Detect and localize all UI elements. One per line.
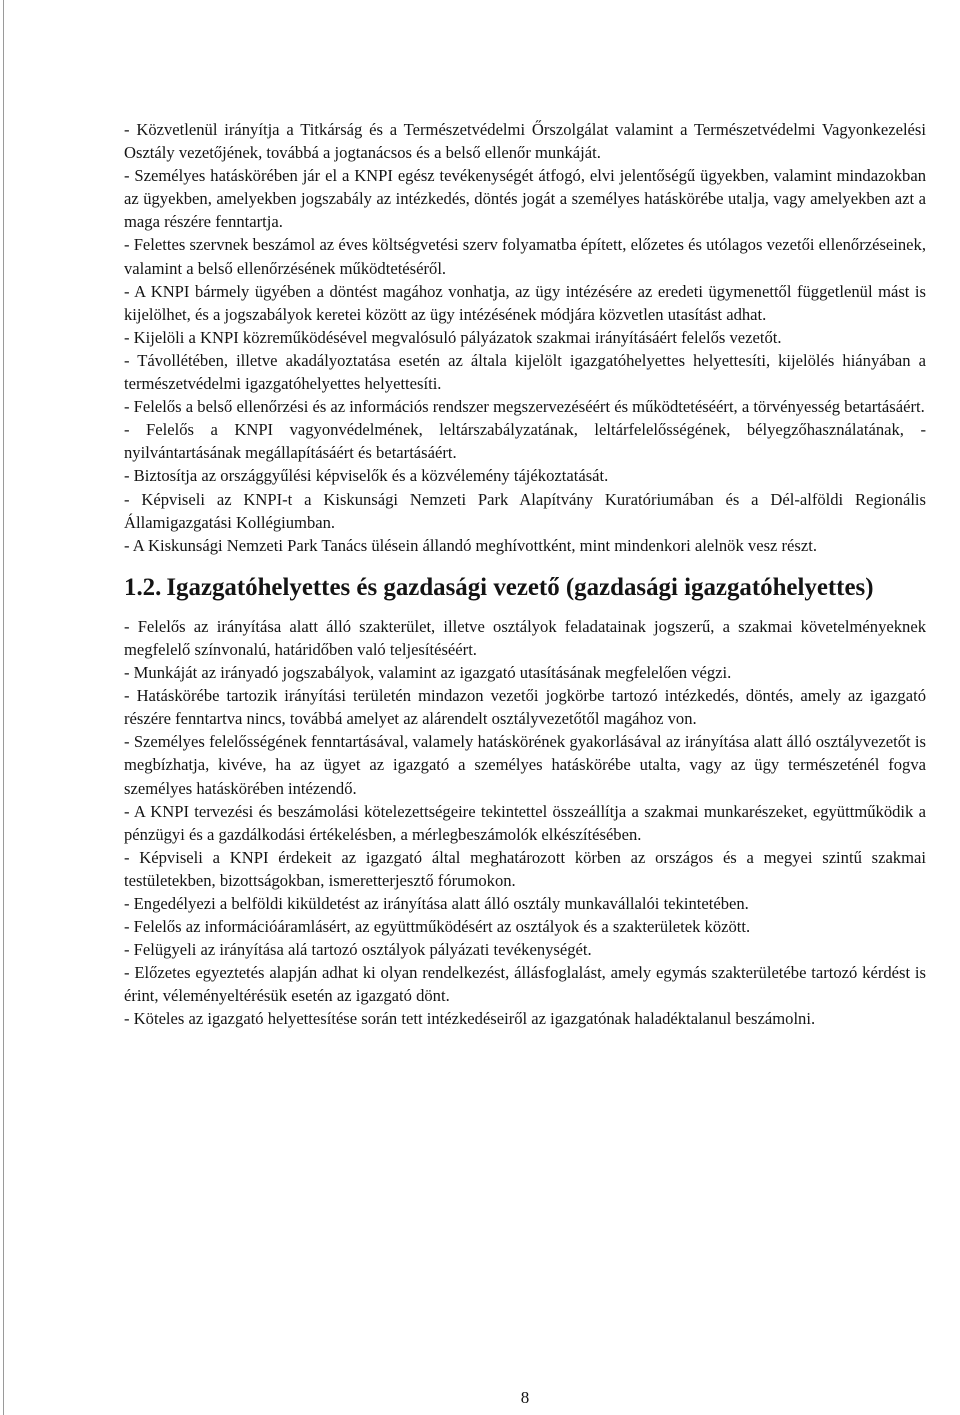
page-edge-line: [3, 0, 4, 1415]
section-heading: [124, 557, 926, 615]
page-number: 8: [520, 1388, 530, 1407]
list-item: - Felelős a belső ellenőrzési és az információs rendszer megszervezéséért és működtetéséért, a törvényesség betartásáért.: [124, 397, 925, 417]
list-item: - A KNPI tervezési és beszámolási kötelezettségeire tekintettel összeállítja a szakmai munkarészeket, együttműködik a pénzügyi és a gazdálkodási értékelésben, a mérlegbeszámolók elkészítésében.: [124, 801, 926, 844]
list-item: - Hatáskörébe tartozik irányítási területén mindazon vezetői jogkörbe tartozó intézkedés, döntés, amely az igazgató részére fenntartva nincs, továbbá amelyet az alárendelt osztályvezetőtől magához von.: [124, 686, 926, 729]
list-item: - Köteles az igazgató helyettesítése során tett intézkedéseiről az igazgatónak haladéktalanul beszámolni.: [124, 1009, 816, 1029]
list-item: - Biztosítja az országgyűlési képviselők és a közvélemény tájékoztatását.: [124, 466, 609, 486]
list-item: - Személyes felelősségének fenntartásával, valamely hatáskörének gyakorlásával az irányítása alatt álló osztályvezetőt is megbízhatja, kivéve, ha az ügyet az igazgató a személyes hatáskörébe utalta, vagy az ügy természeténél fogva személyes hatáskörében intézendő.: [124, 732, 926, 798]
section-1-list: [124, 118, 926, 557]
list-item: - Engedélyezi a belföldi kiküldetést az irányítása alatt álló osztály munkavállalói tekintetében.: [124, 894, 749, 913]
document-body: [124, 118, 926, 1031]
list-item: - Előzetes egyeztetés alapján adhat ki olyan rendelkezést, állásfoglalást, amely egymás szakterületébe tartozó kérdést is érint, véleményeltérésük esetén az igazgató dönt.: [124, 963, 926, 1006]
section-title: Igazgatóhelyettes és gazdasági vezető (gazdasági igazgatóhelyettes): [166, 573, 874, 601]
list-item: - Távollétében, illetve akadályoztatása esetén az általa kijelölt igazgatóhelyettes helyettesíti, kijelölés hiányában a természetvédelmi igazgatóhelyettes helyettesíti.: [124, 350, 926, 394]
list-item: - Felelős az irányítása alatt álló szakterület, illetve osztályok feladatainak jogszerű, a szakmai követelményeknek megfelelő színvonalú, határidőben való teljesítéséért.: [124, 616, 926, 659]
list-item: - Munkáját az irányadó jogszabályok, valamint az igazgató utasításának megfelelően végzi.: [124, 663, 732, 683]
section-number: 1.2.: [124, 573, 162, 601]
list-item: - A Kiskunsági Nemzeti Park Tanács ülésein állandó meghívottként, mint mindenkori alelnök vesz részt.: [124, 535, 818, 555]
list-item: - Képviseli az KNPI-t a Kiskunsági Nemzeti Park Alapítvány Kuratóriumában és a Dél-alföldi Regionális Államigazgatási Kollégiumban.: [124, 489, 926, 532]
list-item: - Közvetlenül irányítja a Titkárság és a Természetvédelmi Őrszolgálat valamint a Természetvédelmi Vagyonkezelési Osztály vezetőjének, továbbá a jogtanácsos és a belső ellenőr munkáját.: [124, 120, 926, 163]
list-item: - Felelős a KNPI vagyonvédelmének, leltárszabályzatának, leltárfelelősségének, bélyegzőhasználatának, -nyilvántartásának megállapításáért és betartásáért.: [124, 420, 926, 463]
section-2-list: [124, 615, 926, 1031]
list-item: - Felettes szervnek beszámol az éves költségvetési szerv folyamatba épített, előzetes és utólagos vezetői ellenőrzéseinek, valamint a belső ellenőrzésének működtetéséről.: [124, 235, 926, 278]
list-item: - Képviseli a KNPI érdekeit az igazgató által meghatározott körben az országos és a megyei szintű szakmai testületekben, bizottságokban, ismeretterjesztő fórumokon.: [124, 847, 926, 890]
list-item: - Felügyeli az irányítása alá tartozó osztályok pályázati tevékenységét.: [124, 940, 592, 960]
list-item: - Felelős az információáramlásért, az együttműködésért az osztályok és a szakterületek között.: [124, 917, 751, 937]
list-item: - A KNPI bármely ügyében a döntést magához vonhatja, az ügy intézésére az eredeti ügymenettől függetlenül mást is kijelölhet, és a jogszabályok keretei között az ügy intézésének módjára közvetlen utasítást adhat.: [124, 281, 926, 324]
list-item: - Személyes hatáskörében jár el a KNPI egész tevékenységét átfogó, elvi jelentőségű ügyekben, valamint mindazokban az ügyekben, amelyekben jogszabály az intézkedés, döntés jogát a személyes hatáskörébe utalja, vagy amelyekben azt a maga részére fenntartja.: [124, 166, 926, 232]
list-item: - Kijelöli a KNPI közreműködésével megvalósuló pályázatok szakmai irányításáért felelős vezetőt.: [124, 327, 782, 347]
